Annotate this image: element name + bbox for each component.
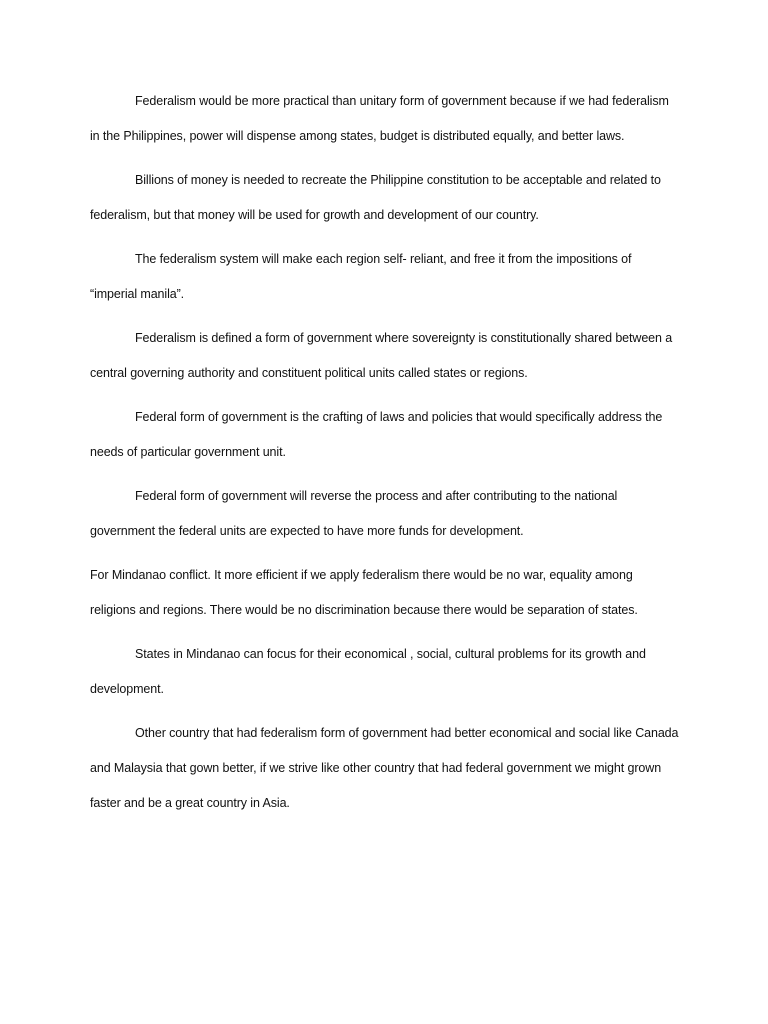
paragraph-9: Other country that had federalism form of government had better economical and social like Canada and Malaysia that gown better, if we strive like other country that had federal government we might grown faster and be a great country in Asia. (90, 726, 679, 810)
paragraph-2: Billions of money is needed to recreate the Philippine constitution to be acceptable and related to federalism, but that money will be used for growth and development of our country. (90, 173, 661, 222)
paragraph-3: The federalism system will make each region self- reliant, and free it from the impositions of “imperial manila”. (90, 252, 632, 301)
paragraph-5: Federal form of government is the crafting of laws and policies that would specifically address the needs of particular government unit. (90, 410, 663, 459)
paragraph-7: For Mindanao conflict. It more efficient if we apply federalism there would be no war, equality among religions and regions. There would be no discrimination because there would be separation of states. (90, 568, 638, 617)
paragraph-4: Federalism is defined a form of government where sovereignty is constitutionally shared between a central governing authority and constituent political units called states or regions. (90, 331, 673, 380)
paragraph-6: Federal form of government will reverse the process and after contributing to the national government the federal units are expected to have more funds for development. (90, 489, 618, 538)
paragraph-8: States in Mindanao can focus for their economical , social, cultural problems for its growth and development. (90, 647, 646, 696)
paragraph-1: Federalism would be more practical than unitary form of government because if we had federalism in the Philippines, power will dispense among states, budget is distributed equally, and better laws. (90, 94, 669, 143)
document-body (90, 84, 680, 830)
